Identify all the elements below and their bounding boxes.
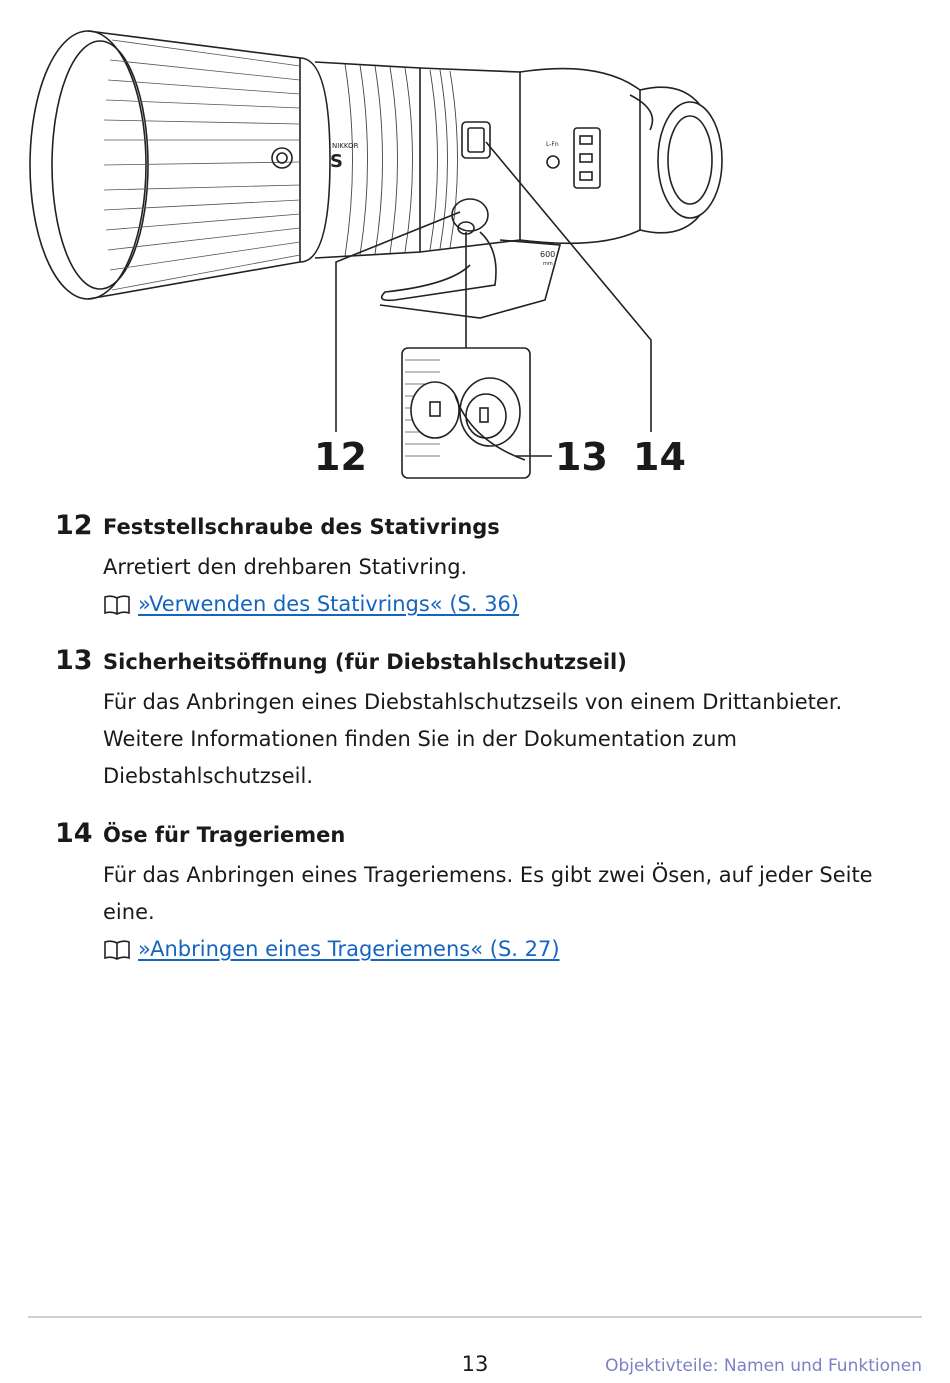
callout-14: 14 (633, 435, 686, 479)
link-verwenden-des-stativrings[interactable]: »Verwenden des Stativrings« (S. 36) (138, 592, 520, 616)
entry-number: 12 (55, 510, 93, 541)
s-line-mark: S (330, 151, 343, 172)
footer-divider (28, 1316, 922, 1318)
focal-unit-label: mm (543, 261, 553, 267)
entry-text-line: eine. (103, 900, 155, 924)
callout-12: 12 (314, 435, 367, 479)
link-anbringen-eines-trageriemens[interactable]: »Anbringen eines Trageriemens« (S. 27) (138, 937, 560, 961)
focal-length-label: 600 (540, 250, 556, 259)
entry-body (103, 857, 903, 968)
entry-body (103, 549, 903, 623)
entry-body (103, 684, 903, 795)
entry-text-line: Für das Anbringen eines Diebstahlschutzseils von einem Drittanbieter. (103, 690, 843, 714)
entry-title: Feststellschraube des Stativrings (103, 515, 500, 539)
nikkor-label: NIKKOR (332, 142, 359, 150)
entry-title: Öse für Trageriemen (103, 823, 346, 847)
reference-line (103, 931, 903, 968)
footer-section-title: Objektivteile: Namen und Funktionen (605, 1356, 922, 1376)
callout-13: 13 (555, 435, 608, 479)
entry-text-line: Diebstahlschutzseil. (103, 764, 314, 788)
entry-text-line: Für das Anbringen eines Trageriemens. Es gibt zwei Ösen, auf jeder Seite (103, 863, 873, 887)
fn-button-label: L-Fn (546, 141, 559, 148)
lens-illustration (0, 0, 950, 490)
entry-number: 14 (55, 818, 93, 849)
entry-title: Sicherheitsöffnung (für Diebstahlschutzseil) (103, 650, 627, 674)
reference-line (103, 586, 903, 623)
book-icon (103, 939, 131, 961)
entry-number: 13 (55, 645, 93, 676)
entry-text-line: Weitere Informationen finden Sie in der Dokumentation zum (103, 727, 737, 751)
entry-text-line: Arretiert den drehbaren Stativring. (103, 555, 468, 579)
book-icon (103, 594, 131, 616)
lens-line-drawing (0, 0, 950, 490)
page-number: 13 (461, 1352, 489, 1376)
